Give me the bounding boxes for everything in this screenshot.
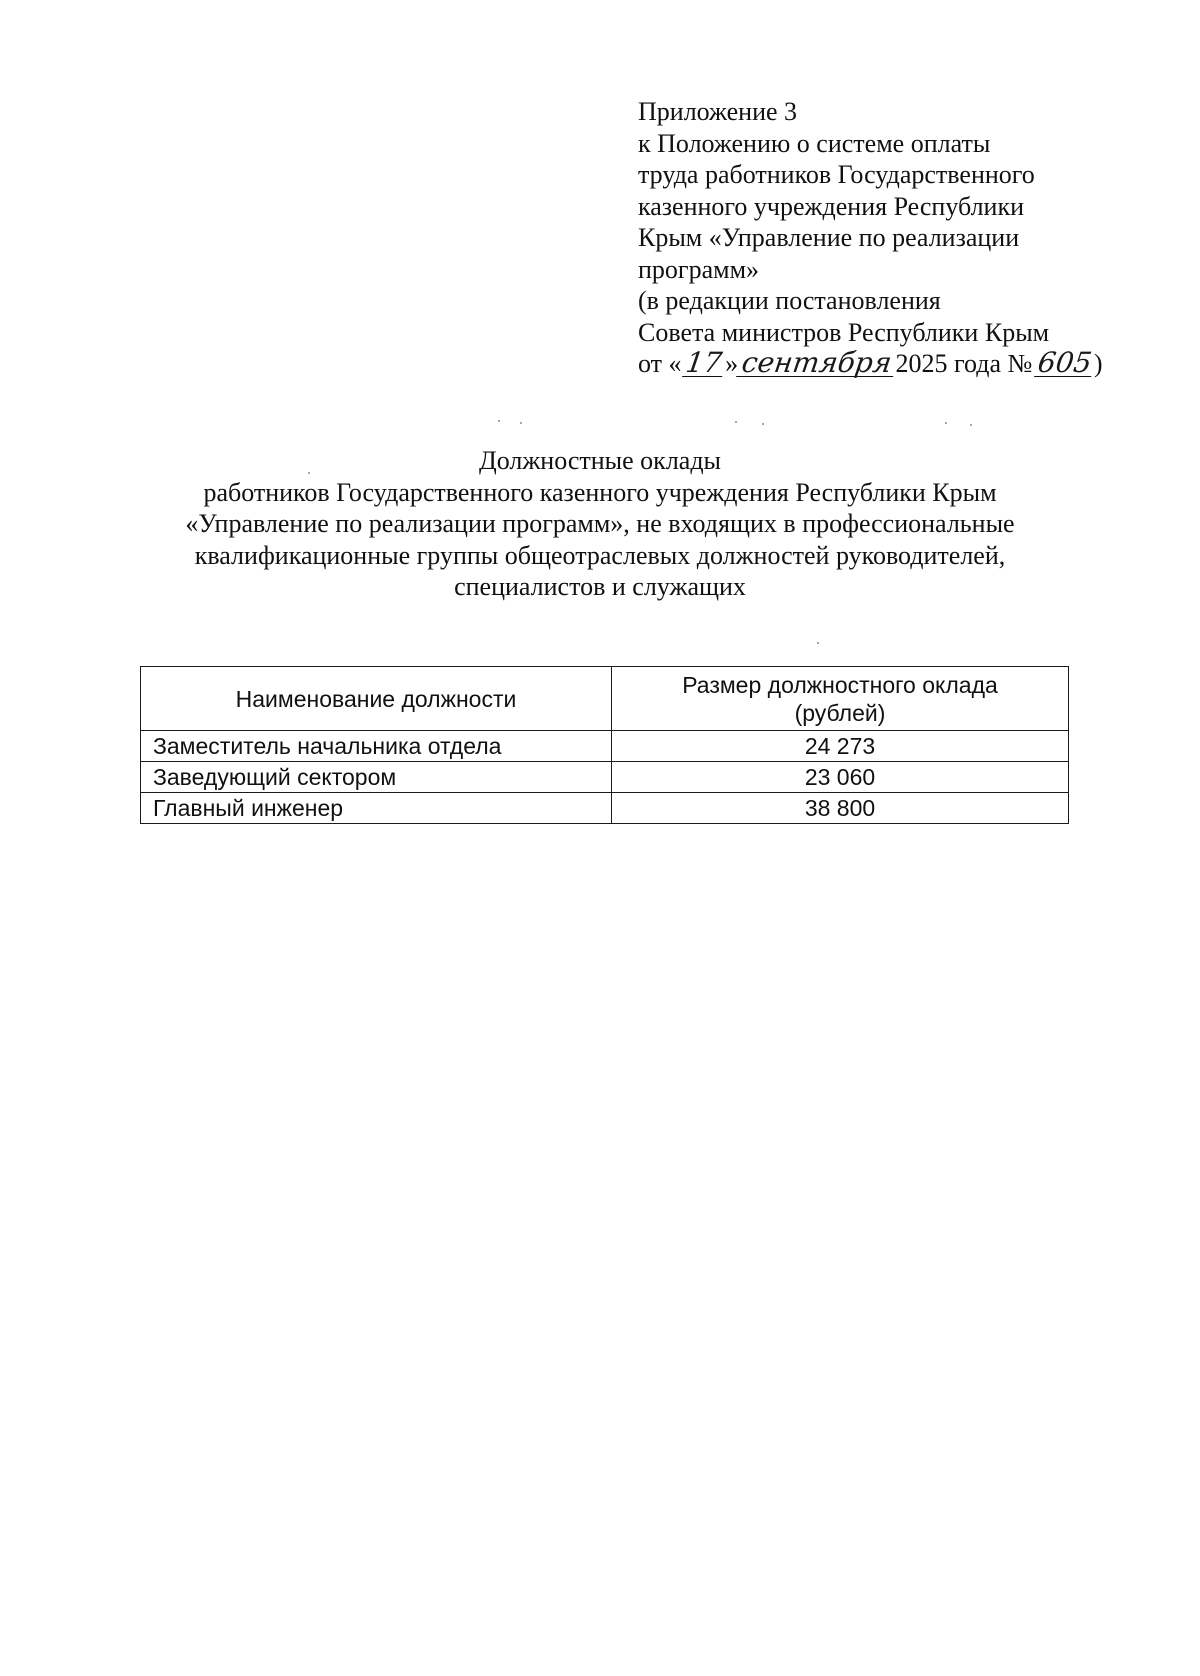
appendix-line: Совета министров Республики Крым bbox=[638, 317, 1050, 347]
salary-table bbox=[140, 666, 1069, 824]
date-suffix: ) bbox=[1093, 349, 1103, 378]
date-quote: » bbox=[725, 349, 739, 378]
header-salary-line1: Размер должностного оклада bbox=[682, 671, 998, 698]
heading-line: «Управление по реализации программ», не входящих в профессиональные bbox=[185, 509, 1015, 539]
heading-line: специалистов и служащих bbox=[454, 572, 746, 602]
position-cell: Заместитель начальника отдела bbox=[141, 731, 612, 762]
scan-speck bbox=[520, 422, 522, 424]
date-prefix: от « bbox=[638, 349, 682, 378]
header-salary bbox=[612, 667, 1069, 731]
scan-speck bbox=[762, 423, 764, 425]
scan-speck bbox=[945, 422, 947, 424]
table-header-row bbox=[141, 667, 1069, 731]
document-heading bbox=[130, 445, 1070, 603]
scan-speck bbox=[308, 472, 310, 474]
scan-speck bbox=[817, 642, 819, 644]
position-cell: Главный инженер bbox=[141, 793, 612, 824]
scan-speck bbox=[735, 421, 737, 423]
table-row bbox=[141, 793, 1069, 824]
appendix-line: программ» bbox=[638, 254, 760, 284]
heading-title: Должностные оклады bbox=[478, 446, 722, 475]
appendix-line: Крым «Управление по реализации bbox=[638, 223, 1020, 252]
handwritten-number: 605 bbox=[1036, 346, 1095, 379]
resolution-date-line bbox=[638, 348, 1108, 380]
heading-line: квалификационные группы общеотраслевых должностей руководителей, bbox=[194, 540, 1006, 570]
position-cell: Заведующий сектором bbox=[141, 762, 612, 793]
appendix-line: казенного учреждения Республики bbox=[638, 191, 1025, 221]
header-salary-line2: (рублей) bbox=[794, 699, 886, 726]
appendix-line: к Положению о системе оплаты bbox=[638, 128, 991, 158]
date-year: 2025 года № bbox=[895, 349, 1033, 378]
table-row bbox=[141, 762, 1069, 793]
salary-cell: 24 273 bbox=[612, 731, 1069, 762]
appendix-title: Приложение 3 bbox=[638, 97, 798, 126]
appendix-line: (в редакции постановления bbox=[638, 286, 941, 315]
scan-speck bbox=[498, 420, 500, 422]
table-row bbox=[141, 731, 1069, 762]
handwritten-month: сентября bbox=[736, 350, 897, 377]
appendix-header bbox=[638, 96, 1108, 380]
header-position-name: Наименование должности bbox=[141, 667, 612, 731]
scan-speck bbox=[970, 424, 972, 426]
handwritten-day: 17 bbox=[683, 346, 724, 379]
appendix-line: труда работников Государственного bbox=[638, 160, 1035, 189]
heading-line: работников Государственного казенного учреждения Республики Крым bbox=[203, 477, 997, 507]
salary-cell: 23 060 bbox=[612, 762, 1069, 793]
salary-cell: 38 800 bbox=[612, 793, 1069, 824]
